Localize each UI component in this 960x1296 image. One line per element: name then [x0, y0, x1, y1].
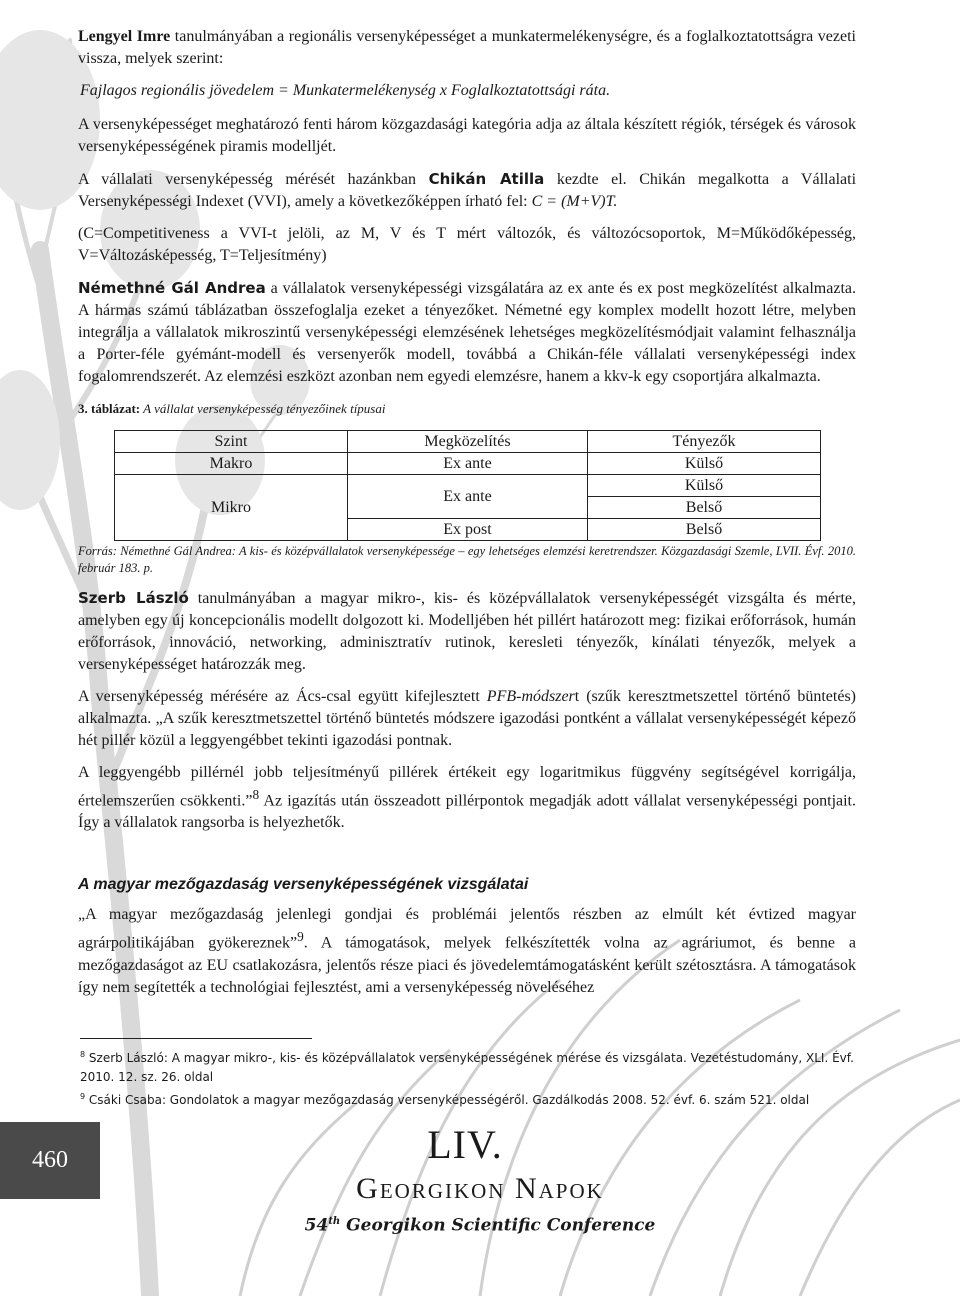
footnote-ref: 8	[252, 787, 260, 802]
author-name: Chikán Atilla	[428, 170, 545, 188]
paragraph-lengyel: Lengyel Imre tanulmányában a regionális versenyképességet a munkatermelékenységre, és a foglalkoztatottságra vezeti vissza, melyek szerint:	[78, 28, 856, 67]
table-cell: Ex ante	[347, 453, 587, 475]
footnotes	[80, 1045, 860, 1110]
author-name: Lengyel Imre	[78, 28, 171, 45]
table-cell: Külső	[588, 475, 821, 497]
paragraph-agriculture: „A magyar mezőgazdaság jelenlegi gondjai és problémái jelentős részben az elmúlt két évtized magyar agrárpolitikájában gyökereznek”$^9$. A támogatások, melyek felkészítették volna az agráriumot, és benne a mezőgazdaságot az EU csatlakozásra, jelentős része piaci és jövedelemtámogatásként került szétosztásra. A támogatások így nem segítették a technológiai fejlesztést, ami a versenyképesség növeléséhez	[78, 906, 856, 996]
paragraph-nemethne: Némethné Gál Andrea a vállalatok versenyképességi vizsgálatára az ex ante és ex post megközelítést alkalmazta. A hármas számú táblázatban összefoglalja ezeket a tényezőket. Németné egy komplex modellt hozott létre, melyben integrálja a vállalatok mikroszintű versenyképességi elemzésének lehetséges megközelítésmódjait valamint felhasználja a Porter-féle gyémánt-modell és versenyerők modell, továbbá a Chikán-féle vállalati versenyképességi index fogalomrendszerét. Az elemzési eszközt azonban nem egyedi elemzésre, hanem a kkv-k egy csoportjára alkalmazta.	[78, 279, 856, 385]
page-number: 460	[0, 1122, 100, 1199]
author-name: Szerb László	[78, 589, 189, 607]
conference-subtitle: 54th Georgikon Scientific Conference	[304, 1215, 656, 1236]
table-row	[115, 453, 821, 475]
footnote-8: $^8$ Szerb László: A magyar mikro-, kis- és középvállalatok versenyképességének mérése és vizsgálata. Vezetéstudomány, XLI. Évf. 2010. 12. sz. 26. oldal	[80, 1050, 854, 1084]
section-heading: A magyar mezőgazdaság versenyképességének vizsgálatai	[78, 876, 529, 894]
page-content	[78, 26, 856, 1009]
paragraph-chikan: A vállalati versenyképesség mérését hazánkban Chikán Atilla kezdte el. Chikán megalkotta a Vállalati Versenyképességi Indexet (VVI), amely a következőképpen írható fel: C = (M+V)T.	[78, 170, 857, 210]
table-cell: Belső	[588, 497, 821, 519]
table-row	[115, 475, 821, 497]
paragraph-pfb-method: A versenyképesség mérésére az Ács-csal együtt kifejlesztett PFB-módszert (szűk keresztmetszettel történő büntetés) alkalmazta. „A szűk keresztmetszettel történő büntetés módszere igazodási pontként a vállalat versenyképességét képező hét pillér közül a leggyengébbet tekinti igazodási pontnak.	[78, 688, 856, 749]
table-header-cell: Tényezők	[588, 431, 821, 453]
table-header-cell: Szint	[115, 431, 348, 453]
table-cell: Ex post	[347, 519, 587, 541]
table-cell: Ex ante	[347, 475, 587, 519]
paragraph-vvi-definition: (C=Competitiveness a VVI-t jelöli, az M, V és T mért változók, és változócsoportok, M=Működőképesség, V=Változásképesség, T=Teljesítmény)	[78, 225, 856, 264]
paragraph-pillars: A leggyengébb pillérnél jobb teljesítményű pillérek értékeit egy logaritmikus függvény segítségével korrigálja, értelemszerűen csökkenti.”$^8$ Az igazítás után összeadott pillérpontok megadják adott vállalat versenyképességi pontjait. Így a vállalatok rangsorba is helyezhetők.	[78, 764, 857, 832]
table-cell: Belső	[588, 519, 821, 541]
conference-footer	[300, 1120, 700, 1240]
table-cell: Külső	[588, 453, 821, 475]
footnote-divider	[80, 1038, 312, 1039]
table-source: Forrás: Némethné Gál Andrea: A kis- és középvállalatok versenyképessége – egy lehetséges elemzési keretrendszer. Közgazdasági Szemle, LVII. Évf. 2010. február 183. p.	[78, 544, 856, 575]
table-header-cell: Megközelítés	[347, 431, 587, 453]
table-cell: Mikro	[115, 475, 348, 541]
conference-edition: LIV.	[427, 1122, 503, 1167]
formula-regional-income: Fajlagos regionális jövedelem = Munkatermelékenység x Foglalkoztatottsági ráta.	[80, 82, 611, 99]
paragraph-szerb: Szerb László tanulmányában a magyar mikro-, kis- és középvállalatok versenyképességét vizsgálta és mérte, amelyben egy új koncepcionális modellt dolgozott ki. Modelljében hét pillért határozott meg: fizikai erőforrások, humán erőforrások, innováció, networking, adminisztratív rutinok, keresleti tényezők, kínálati tényezők, melyek a versenyképességet határozzák meg.	[78, 589, 856, 673]
conference-name: Georgikon Napok	[356, 1172, 604, 1205]
competitiveness-factors-table	[114, 430, 821, 541]
table-header-row	[115, 431, 821, 453]
formula-vvi: C = (M+V)T.	[531, 193, 618, 210]
footnote-9: $^9$ Csáki Csaba: Gondolatok a magyar mezőgazdaság versenyképességéről. Gazdálkodás 2008. 52. évf. 6. szám 521. oldal	[80, 1092, 810, 1107]
footnote-ref: 9	[297, 929, 304, 945]
paragraph-pyramid-model: A versenyképességet meghatározó fenti három közgazdasági kategória adja az általa készített régiók, térségek és városok versenyképességének piramis modelljét.	[78, 116, 856, 155]
table-caption: 3. táblázat: A vállalat versenyképesség tényezőinek típusai	[78, 401, 386, 416]
table-cell: Makro	[115, 453, 348, 475]
author-name: Némethné Gál Andrea	[78, 279, 266, 297]
